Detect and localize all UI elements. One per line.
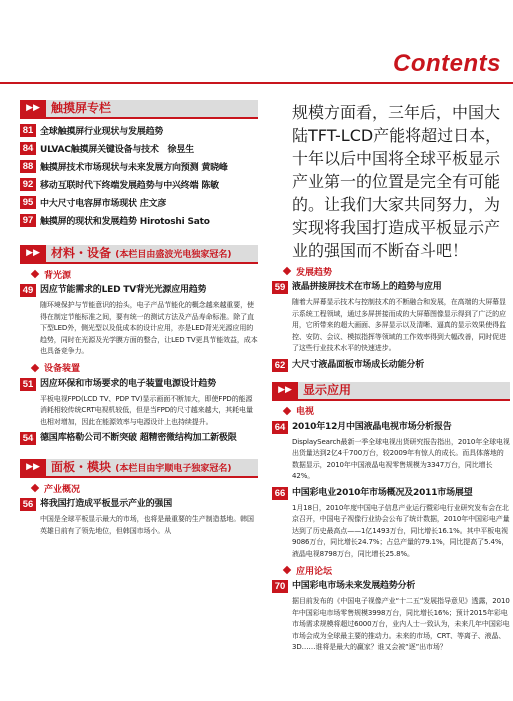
entry-title: 移动互联时代下终端发展趋势与中兴终端 陈敏 [40,181,219,191]
toc-article[interactable] [20,498,258,537]
entry-title: 因应节能需求的LED TV背光光源应用趋势 [40,285,207,295]
page-number: 81 [20,124,36,137]
subcategory-tv [284,405,510,417]
diamond-icon [283,267,291,275]
toc-entry[interactable] [20,123,258,138]
chevrons-icon: ▶▶ [272,382,298,399]
article-summary: 随着大屏幕显示技术与控制技术的不断融合和发展，在高端的大屏幕显示系统工程领域，通过多屏拼接而成的大屏幕图像显示得到了广泛的应用，它所带来的超大画面、多屏显示以及清晰、逼真的显示效果使得监控、安防、会议、模拟指挥等领域的工作效率得到大幅改善，同时促进了这些行业技术水平的快速进步。 [292,298,506,352]
toc-article[interactable] [20,378,258,429]
page-number: 92 [20,178,36,191]
section-title-materials [51,245,231,264]
contents-title: Contents [393,50,501,77]
article-summary: 平板电视FPD(LCD TV、PDP TV)显示画面不断加大，即使FPD的能源消耗相较传统CRT电视机较低，但是当FPD的尺寸越来越大，其耗电量也相对增加，因此在能源效率与电源设计上也持续提升。 [40,394,253,426]
toc-article[interactable] [272,580,510,654]
page-number: 84 [20,142,36,155]
chevrons-icon: ▶▶ [20,245,46,262]
article-summary: 中国是全球平板显示最大的市场，也将是最重要的生产制造基地。韩国英雄日前有了领先地位，但韩国市场小。从 [40,515,254,535]
article-summary: 随环境保护与节能意识的抬头，电子产品节能化的概念越来越重要，使得在制定节能标准之间，要有统一的测试方法及产品寿命标准。除了直下型LED外，侧光型以及低成本的设计应用，亦是LED背光光源应用的趋势，同时在光源及光学膜方面的整合，让LED TV更具节能效益，成本也具备竞争力。 [40,301,258,355]
diamond-icon [31,270,39,278]
subcategory-backlight [32,268,258,280]
entry-title: 全球触摸屏行业现状与发展趋势 [40,127,164,137]
entry-title: 大尺寸液晶面板市场成长动能分析 [292,359,425,370]
page-number: 56 [20,498,36,511]
toc-article[interactable] [272,421,510,483]
page-number: 59 [272,281,288,294]
entry-title: 德国库格勒公司不断突破 超精密微结构加工新极限 [40,433,237,443]
left-column [20,100,258,541]
toc-entry [272,580,510,593]
article-summary-continued: 规模方面看，三年后，中国大陆TFT-LCD产能将超过日本，十年以后中国将全球平板显示产业第一的位置是完全有可能的。让我们大家共同努力，为实现将我国打造成平板显示产业的强国而不断奋斗吧！ [292,103,502,260]
subcategory-label: 产业概况 [44,484,81,495]
entry-title: 2010年12月中国液晶电视市场分析报告 [292,421,452,432]
toc-entry [272,421,510,434]
subcategory-label: 背光源 [44,270,72,281]
entry-title: 中大尺寸电容屏市场现状 庄文彦 [40,199,167,209]
entry-title: 液晶拼接屏技术在市场上的趋势与应用 [292,282,442,292]
toc-article[interactable] [272,359,510,372]
toc-article[interactable] [272,487,510,561]
section-title-display: 显示应用 [303,382,352,397]
subcategory-equipment [32,362,258,374]
page-number: 49 [20,284,36,297]
right-column [272,100,510,658]
subcategory-industry [32,482,258,494]
page-number: 62 [272,359,288,372]
section-sponsor: (本栏目由盛波光电独家冠名) [115,250,232,260]
page-number: 70 [272,580,288,593]
diamond-icon [31,363,39,371]
toc-entry [272,359,510,372]
section-sponsor: (本栏目由宇顺电子独家冠名) [115,464,232,474]
article-summary: 据目前发布的《中国电子视像产业“十二五”发展指导意见》透露，2010年中国彩电市场零售规模3998万台，同比增长16%；预计2015年彩电市场需求规模将超过6000万台，业内人士一致认为，未来几年中国彩电市场会成为全球最主要的推动力。未来的市场，CRT、等离子、液晶、3D……谁将是最大的赢家？谁又会被“逐”出市场？ [292,597,510,651]
toc-entry[interactable] [20,195,258,210]
toc-entry [20,432,258,445]
article-summary: DisplaySearch最新一季全球电视出货研究报告指出，2010年全球电视出货量达到2亿4千700万台，较2009年有惊人的成长。而具体落地的数据显示，2010年中国液晶电视零售规模为3347万台，同比增长42%。 [292,437,510,480]
toc-entry[interactable] [20,213,258,228]
section-title-text: 材料・设备 [51,246,112,260]
section-title-text: 面板・模块 [51,460,112,474]
toc-article[interactable] [20,284,258,358]
page-number: 66 [272,487,288,500]
section-bar-display [272,382,510,399]
article-summary: 1月18日，2010年度中国电子信息产业运行暨彩电行业研究发布会在北京召开，中国电子视像行业协会公布了统计数据，2010年中国彩电产量达到了历史最高点——1亿1493万台，同比增长16.1%。其中平板电视9086万台，同比增长24.7%；占总产量的79.1%，同比提高了5.4%，液晶电视8798万台，同比增长25.8%。 [292,503,510,558]
page-number: 95 [20,196,36,209]
toc-entry [272,487,510,500]
toc-entry[interactable] [20,177,258,192]
toc-entry[interactable] [20,141,258,156]
subcategory-trends [284,265,510,277]
toc-entry [20,498,258,511]
section-bar-materials [20,245,258,262]
page-number: 51 [20,378,36,391]
subcategory-forum [284,564,510,576]
chevrons-icon: ▶▶ [20,459,46,476]
entry-title: 中国彩电市场未来发展趋势分析 [292,581,416,591]
diamond-icon [31,484,39,492]
toc-entry[interactable] [20,159,258,174]
page-header [0,0,513,90]
entry-title: ULVAC触摸屏关键设备与技术 徐昱生 [40,145,194,155]
section-bar-panel [20,459,258,476]
page-number: 88 [20,160,36,173]
subcategory-label: 设备装置 [44,364,81,374]
page-number: 54 [20,432,36,445]
chevrons-icon: ▶▶ [20,100,46,117]
entry-title: 中国彩电业2010年市场概况及2011市场展望 [292,487,473,498]
entry-title: 触摸屏的现状和发展趋势 Hirotoshi Sato [40,217,210,227]
header-rule [0,82,513,84]
subcategory-label: 电视 [296,407,315,417]
toc-entry [20,378,258,391]
entry-title: 触摸屏技术市场现状与未来发展方向预测 黄晓峰 [40,163,228,173]
entry-title: 因应环保和市场要求的电子装置电源设计趋势 [40,378,217,389]
entry-title: 将我国打造成平板显示产业的强国 [40,499,173,509]
section-bar-touch [20,100,258,117]
toc-entry [20,284,258,297]
page-number: 97 [20,214,36,227]
page-number: 64 [272,421,288,434]
diamond-icon [283,406,291,414]
section-title-touch: 触摸屏专栏 [51,101,112,115]
subcategory-label: 发展趋势 [296,267,333,278]
toc-article[interactable] [20,432,258,445]
section-title-panel [51,459,231,478]
subcategory-label: 应用论坛 [296,566,333,577]
diamond-icon [283,566,291,574]
toc-article[interactable] [272,281,510,355]
toc-entry [272,281,510,294]
